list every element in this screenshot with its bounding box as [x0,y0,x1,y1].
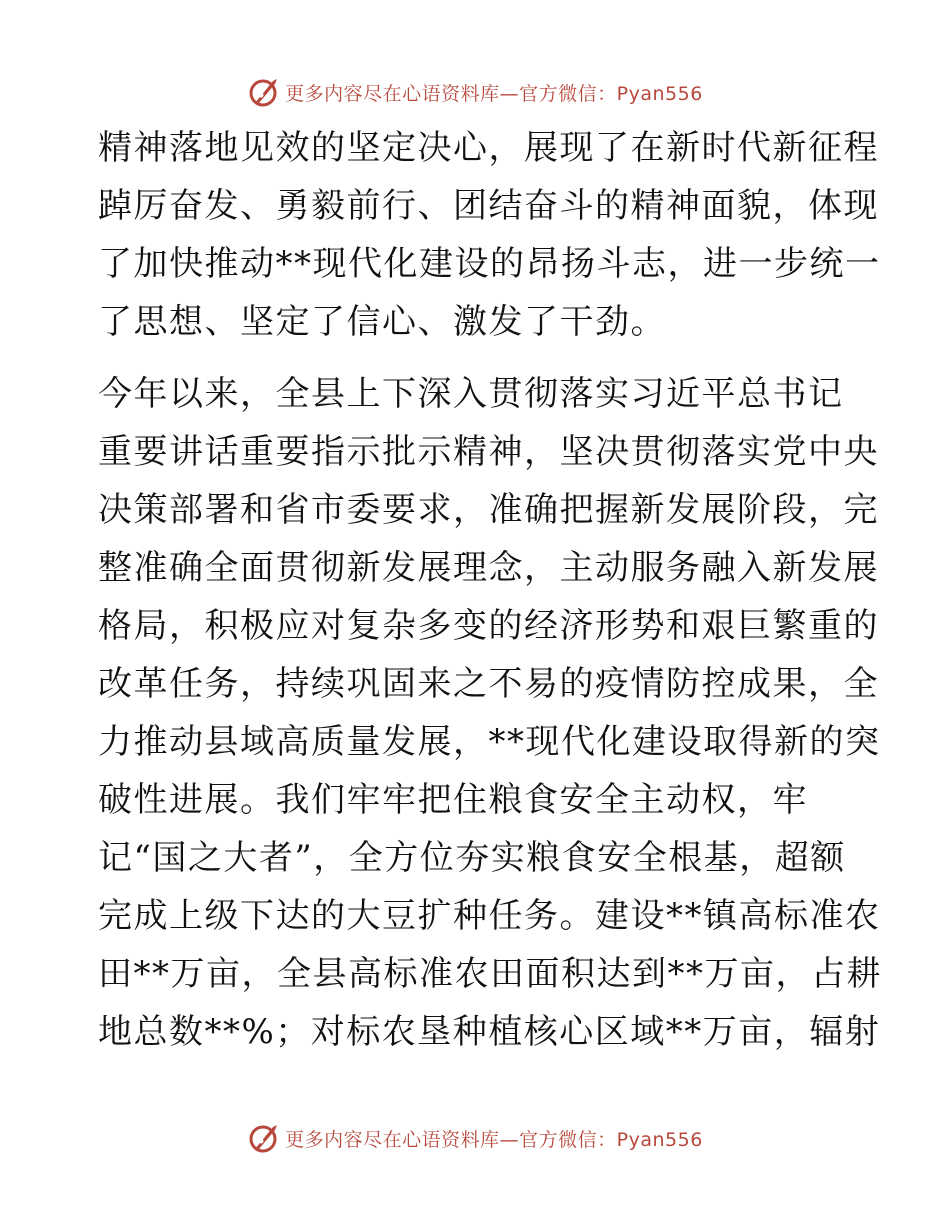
text-line: 改革任务，持续巩固来之不易的疫情防控成果，全 [98,664,879,704]
text-line: 格局，积极应对复杂多变的经济形势和艰巨繁重的 [98,606,879,646]
text-line: 了加快推动**现代化建设的昂扬斗志，进一步统一 [98,244,881,284]
text-line: 今年以来，全县上下深入贯彻落实习近平总书记 [98,374,844,414]
text-line: 记“国之大者”，全方位夯实粮食安全根基，超额 [98,838,846,878]
text-line: 决策部署和省市委要求，准确把握新发展阶段，完 [98,490,879,530]
text-line: 精神落地见效的坚定决心，展现了在新时代新征程 [98,128,879,168]
footer-banner-text: 更多内容尽在心语资料库—官方微信：Pyan556 [285,1128,703,1151]
quill-logo-icon [247,1121,281,1155]
text-line: 了思想、坚定了信心、激发了干劲。 [98,302,666,342]
quill-logo-icon [247,75,281,109]
text-line: 整准确全面贯彻新发展理念，主动服务融入新发展 [98,548,879,588]
text-line: 踔厉奋发、勇毅前行、团结奋斗的精神面貌，体现 [98,186,879,226]
text-line: 力推动县域高质量发展，**现代化建设取得新的突 [98,722,881,762]
footer-banner [0,1118,950,1158]
header-banner-text: 更多内容尽在心语资料库—官方微信：Pyan556 [285,82,703,105]
text-line: 破性进展。我们牢牢把住粮食安全主动权，牢 [98,780,808,820]
text-line: 田**万亩，全县高标准农田面积达到**万亩，占耕 [98,954,882,994]
text-line: 地总数**%；对标农垦种植核心区域**万亩，辐射 [98,1012,881,1052]
text-line: 完成上级下达的大豆扩种任务。建设**镇高标准农 [98,896,881,936]
header-banner [0,72,950,112]
text-line: 重要讲话重要指示批示精神，坚决贯彻落实党中央 [98,432,879,472]
